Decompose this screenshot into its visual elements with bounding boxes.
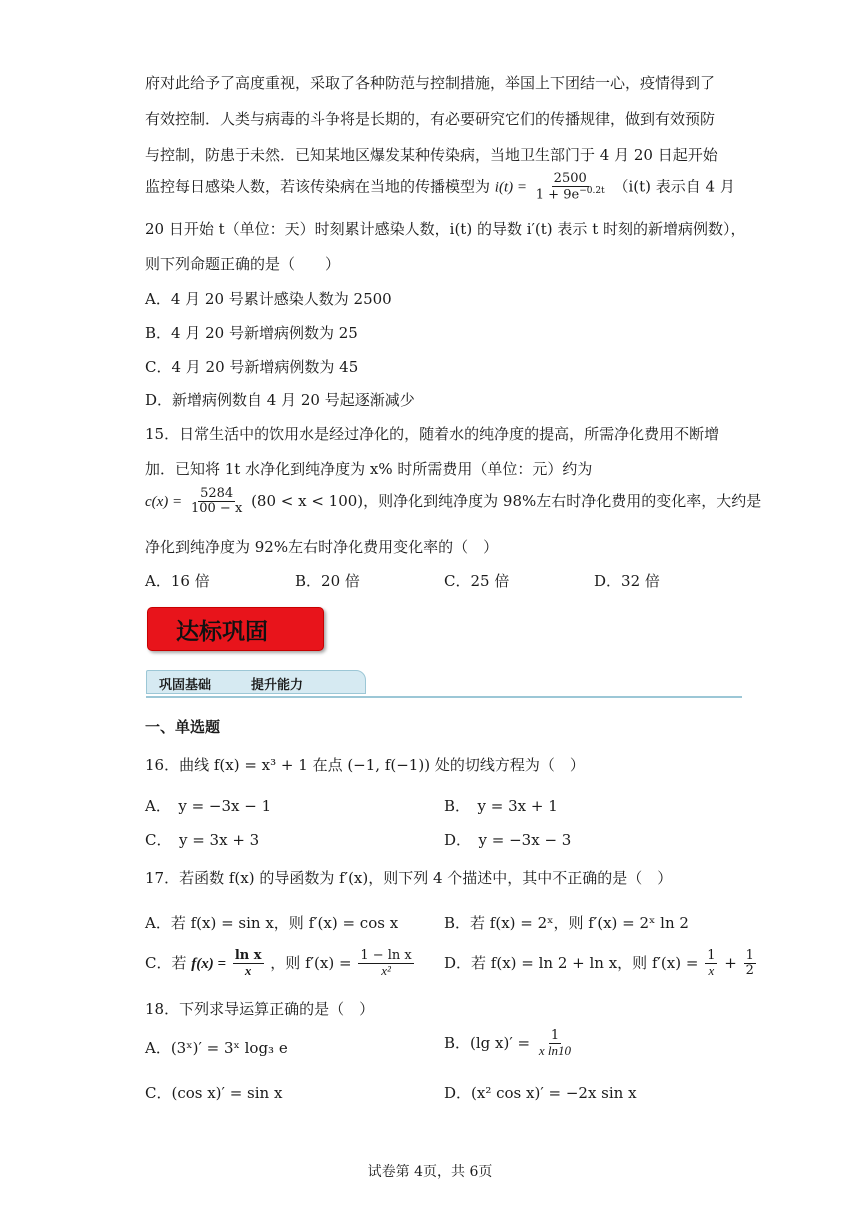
q16-option-b: B． y = 3x + 1 [444,797,558,815]
model-lhs: i(t) = [494,179,527,196]
q14-text-line-4-post: （i(t) 表示自 4 月 [613,177,735,196]
q18-option-c: C．(cos x)′ = sin x [145,1084,283,1102]
q17-d-plus: + [724,953,737,972]
cost-numerator: 5284 [200,486,234,501]
cost-denominator: 100 − x [190,501,243,517]
q17-option-d [444,949,758,979]
q18-option-a: A．(3ˣ)′ = 3ˣ log₃ e [145,1039,288,1057]
sub-tab-bar [146,670,366,694]
q15-option-b: B．20 倍 [295,572,360,590]
section-divider [146,696,742,698]
q16-option-c: C． y = 3x + 3 [145,831,260,849]
q17-option-b: B．若 f(x) = 2ˣ，则 f′(x) = 2ˣ ln 2 [444,914,689,932]
q14-text-line-3: 与控制，防患于未然．已知某地区爆发某种传染病，当地卫生部门于 4 月 20 日起开始 [145,146,718,164]
q14-option-d: D．新增病例数自 4 月 20 号起逐渐减少 [145,391,415,409]
q17-c-mid: ，则 f′(x) = [270,953,352,972]
q17-c-pre: C．若 [145,953,187,972]
q18-stem: 18．下列求导运算正确的是（ ） [145,1000,375,1018]
q14-text-line-1: 府对此给予了高度重视，采取了各种防范与控制措施，举国上下团结一心，疫情得到了 [145,74,716,92]
q17-option-c [145,949,416,979]
q16-option-d: D． y = −3x − 3 [444,831,572,849]
q17-c-fx: f(x) = [191,955,227,972]
q16-option-a: A． y = −3x − 1 [145,797,272,815]
q14-option-b: B．4 月 20 号新增病例数为 25 [145,324,358,342]
page-footer: 试卷第 4页，共 6页 [367,1164,493,1180]
q14-text-line-6: 则下列命题正确的是（ ） [145,255,341,273]
section-banner-title: 达标巩固 [176,619,268,645]
q14-option-c: C．4 月 20 号新增病例数为 45 [145,358,359,376]
q15-option-c: C．25 倍 [444,572,510,590]
q15-stem-line-2: 加．已知将 1t 水净化到纯净度为 x% 时所需费用（单位：元）约为 [145,460,593,478]
section-banner [147,607,324,651]
q17-c-left-fraction: $\frac{\text{ln x}}{x}$ [234,948,262,979]
q16-stem: 16．曲线 f(x) = x³ + 1 在点 (−1, f(−1)) 处的切线方程为（ ） [145,756,585,774]
q17-option-a: A．若 f(x) = sin x，则 f′(x) = cos x [145,914,399,932]
model-numerator: 2500 [553,171,587,186]
q17-d-fraction-2: $\frac{1}{2}$ [745,948,754,979]
model-denominator: $1 + 9e^{-0.2t}$ [535,186,605,203]
q17-d-fraction-1: $\frac{1}{x}$ [707,948,716,979]
model-fraction [534,172,607,203]
q14-option-a: A．4 月 20 号累计感染人数为 2500 [145,290,392,308]
q18-option-b [444,1029,575,1059]
section-heading: 一、单选题 [145,718,221,736]
q18-b-fraction: $\frac{1}{\text{x ln10}}$ [538,1028,572,1059]
cost-lhs: c(x) = [145,493,183,510]
q18-option-d: D．(x² cos x)′ = −2x sin x [444,1084,637,1102]
q15-stem-line-1: 15．日常生活中的饮用水是经过净化的，随着水的纯净度的提高，所需净化费用不断增 [145,425,720,443]
q17-c-right-fraction: $\frac{\text{1 − ln x}}{\text{x²}}$ [360,948,412,979]
q14-text-line-5: 20 日开始 t（单位：天）时刻累计感染人数，i(t) 的导数 i′(t) 表示 t 时刻的新增病例数）， [145,220,746,238]
q15-stem-line-3-post: (80 < x < 100)，则净化到纯净度为 98%左右时净化费用的变化率，大约是 [251,491,762,510]
model-exponent: −0.2t [579,186,605,197]
q15-stem-line-3 [145,487,761,517]
cost-fraction [189,487,244,517]
tab-basics: 巩固基础 [159,678,212,693]
q15-option-a: A．16 倍 [145,572,210,590]
q17-stem: 17．若函数 f(x) 的导函数为 f′(x)，则下列 4 个描述中，其中不正确的是（ ） [145,869,673,887]
q18-b-pre: B．(lg x)′ = [444,1033,531,1052]
q15-stem-line-4: 净化到纯净度为 92%左右时净化费用变化率的（ ） [145,538,499,556]
q14-text-line-2: 有效控制．人类与病毒的斗争将是长期的，有必要研究它们的传播规律，做到有效预防 [145,110,716,128]
q14-text-line-4 [145,172,735,203]
q14-text-line-4-pre: 监控每日感染人数，若该传染病在当地的传播模型为 [145,177,491,196]
q17-d-pre: D．若 f(x) = ln 2 + ln x，则 f′(x) = [444,953,699,972]
q15-option-d: D．32 倍 [594,572,660,590]
tab-ability: 提升能力 [251,678,304,693]
